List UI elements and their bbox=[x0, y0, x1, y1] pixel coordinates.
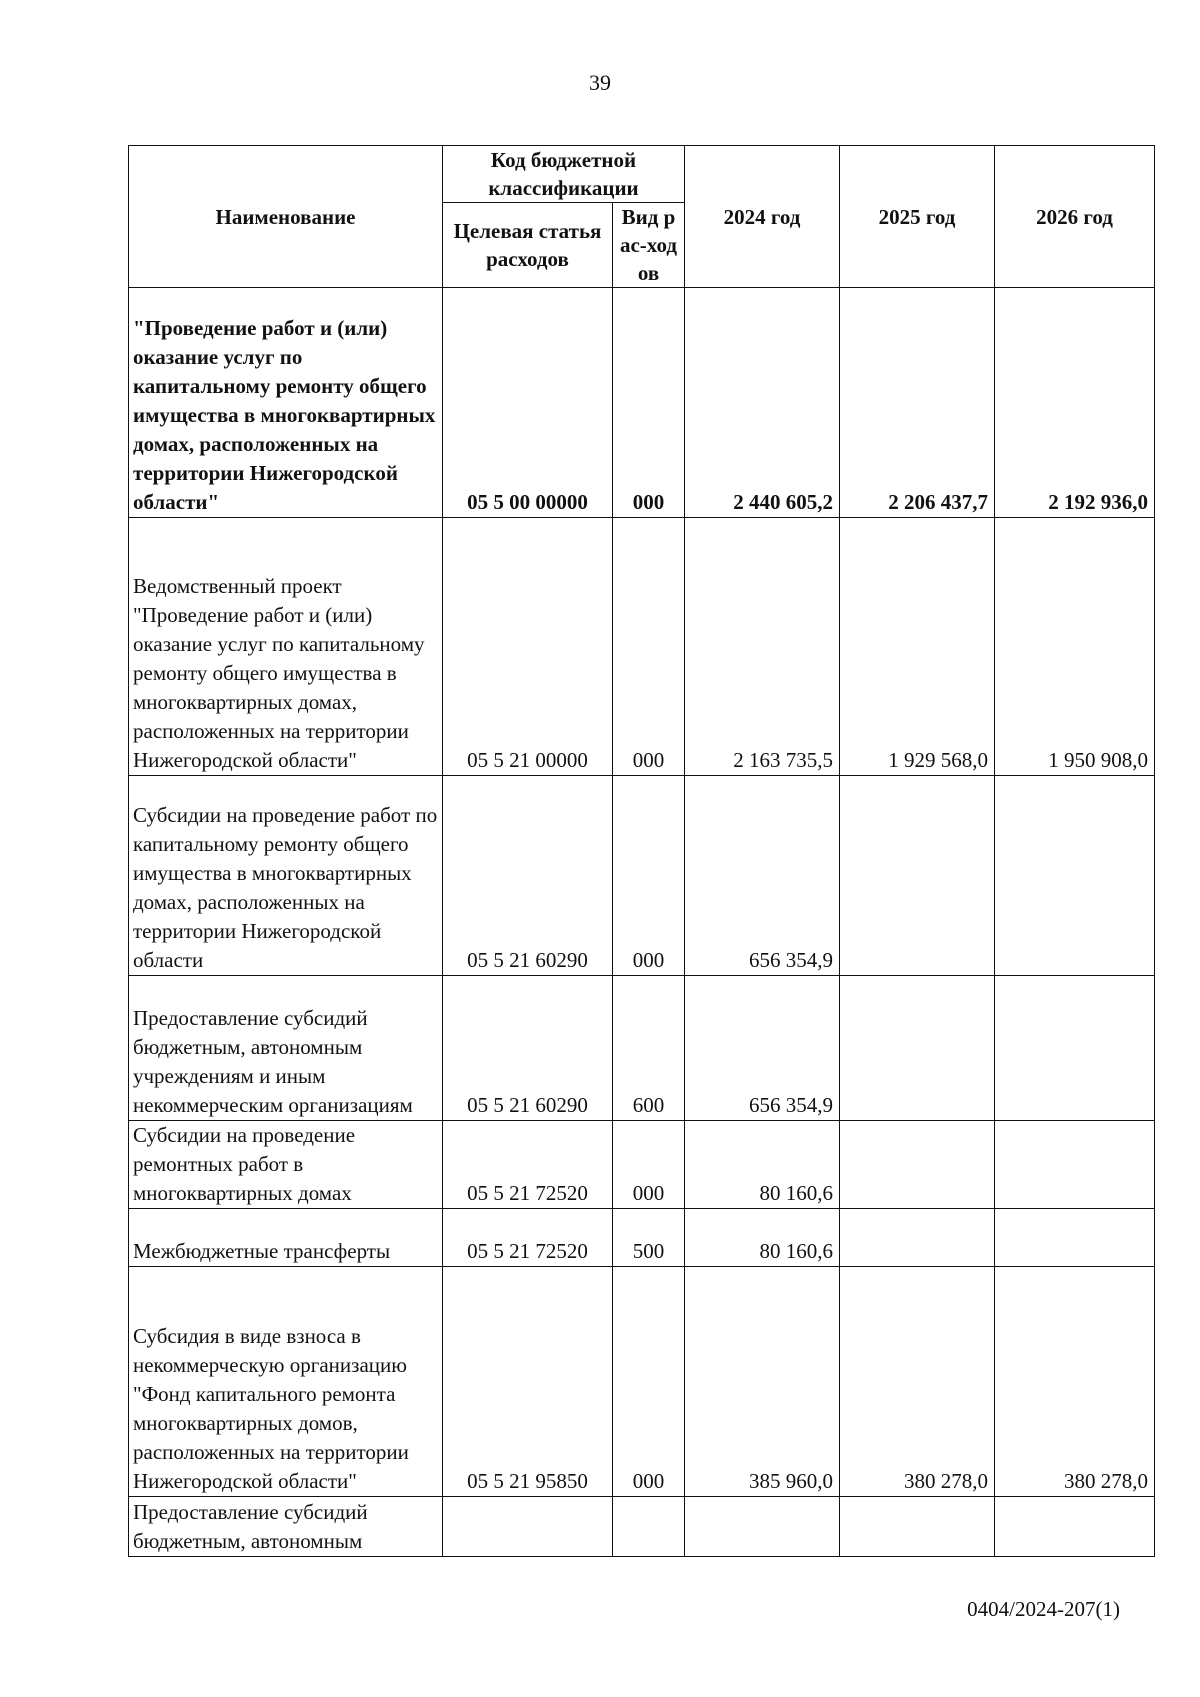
row-target-code: 05 5 00 00000 bbox=[443, 288, 613, 518]
row-value-2024: 2 440 605,2 bbox=[685, 288, 840, 518]
row-value-2024: 656 354,9 bbox=[685, 776, 840, 976]
row-name: "Проведение работ и (или) оказание услуг по капитальному ремонту общего имущества в многоквартирных домах, расположенных на территории Нижегородской области" bbox=[129, 288, 443, 518]
row-expense-type: 000 bbox=[613, 288, 685, 518]
table-row bbox=[129, 976, 1155, 1121]
row-name: Предоставление субсидий бюджетным, автономным bbox=[129, 1497, 443, 1557]
row-name: Субсидии на проведение ремонтных работ в многоквартирных домах bbox=[129, 1121, 443, 1209]
row-name: Субсидии на проведение работ по капитальному ремонту общего имущества в многоквартирных домах, расположенных на территории Нижегородской области bbox=[129, 776, 443, 976]
header-2024: 2024 год bbox=[685, 146, 840, 288]
row-value-2024: 80 160,6 bbox=[685, 1121, 840, 1209]
row-value-2025: 1 929 568,0 bbox=[840, 518, 995, 776]
row-name: Предоставление субсидий бюджетным, автономным учреждениям и иным некоммерческим организациям bbox=[129, 976, 443, 1121]
table-row bbox=[129, 1497, 1155, 1557]
header-name: Наименование bbox=[129, 146, 443, 288]
row-value-2026 bbox=[995, 1497, 1155, 1557]
header-expense-type: Вид рас-ходов bbox=[613, 203, 685, 288]
row-value-2026 bbox=[995, 976, 1155, 1121]
row-target-code: 05 5 21 60290 bbox=[443, 976, 613, 1121]
row-value-2026 bbox=[995, 1209, 1155, 1267]
row-expense-type: 000 bbox=[613, 776, 685, 976]
row-expense-type: 500 bbox=[613, 1209, 685, 1267]
document-registration-code: 0404/2024-207(1) bbox=[967, 1597, 1120, 1621]
row-expense-type bbox=[613, 1497, 685, 1557]
row-value-2026: 380 278,0 bbox=[995, 1267, 1155, 1497]
row-value-2026: 2 192 936,0 bbox=[995, 288, 1155, 518]
row-target-code: 05 5 21 72520 bbox=[443, 1209, 613, 1267]
row-value-2025 bbox=[840, 1497, 995, 1557]
row-name: Межбюджетные трансферты bbox=[129, 1209, 443, 1267]
row-expense-type: 000 bbox=[613, 1267, 685, 1497]
row-value-2024: 656 354,9 bbox=[685, 976, 840, 1121]
row-value-2024: 80 160,6 bbox=[685, 1209, 840, 1267]
row-value-2026 bbox=[995, 1121, 1155, 1209]
table-row bbox=[129, 1267, 1155, 1497]
row-expense-type: 600 bbox=[613, 976, 685, 1121]
row-value-2025 bbox=[840, 1209, 995, 1267]
row-target-code: 05 5 21 72520 bbox=[443, 1121, 613, 1209]
row-value-2025 bbox=[840, 976, 995, 1121]
row-value-2025 bbox=[840, 1121, 995, 1209]
row-target-code: 05 5 21 95850 bbox=[443, 1267, 613, 1497]
row-target-code: 05 5 21 60290 bbox=[443, 776, 613, 976]
table-row bbox=[129, 518, 1155, 776]
row-value-2024: 385 960,0 bbox=[685, 1267, 840, 1497]
row-value-2025: 2 206 437,7 bbox=[840, 288, 995, 518]
header-code-group: Код бюджетной классификации bbox=[443, 146, 685, 203]
row-value-2025: 380 278,0 bbox=[840, 1267, 995, 1497]
row-target-code: 05 5 21 00000 bbox=[443, 518, 613, 776]
table-row bbox=[129, 776, 1155, 976]
row-value-2026 bbox=[995, 776, 1155, 976]
table-row bbox=[129, 288, 1155, 518]
row-value-2024 bbox=[685, 1497, 840, 1557]
budget-table bbox=[128, 145, 1155, 1557]
row-target-code bbox=[443, 1497, 613, 1557]
header-2025: 2025 год bbox=[840, 146, 995, 288]
row-value-2025 bbox=[840, 776, 995, 976]
header-target-article: Целевая статья расходов bbox=[443, 203, 613, 288]
row-value-2026: 1 950 908,0 bbox=[995, 518, 1155, 776]
header-2026: 2026 год bbox=[995, 146, 1155, 288]
row-value-2024: 2 163 735,5 bbox=[685, 518, 840, 776]
row-name: Субсидия в виде взноса в некоммерческую организацию "Фонд капитального ремонта многоквартирных домов, расположенных на территории Нижегородской области" bbox=[129, 1267, 443, 1497]
table-header-row bbox=[129, 146, 1155, 203]
row-expense-type: 000 bbox=[613, 518, 685, 776]
table-row bbox=[129, 1121, 1155, 1209]
table-row bbox=[129, 1209, 1155, 1267]
row-expense-type: 000 bbox=[613, 1121, 685, 1209]
page-number: 39 bbox=[589, 70, 611, 95]
row-name: Ведомственный проект "Проведение работ и (или) оказание услуг по капитальному ремонту общего имущества в многоквартирных домах, расположенных на территории Нижегородской области" bbox=[129, 518, 443, 776]
